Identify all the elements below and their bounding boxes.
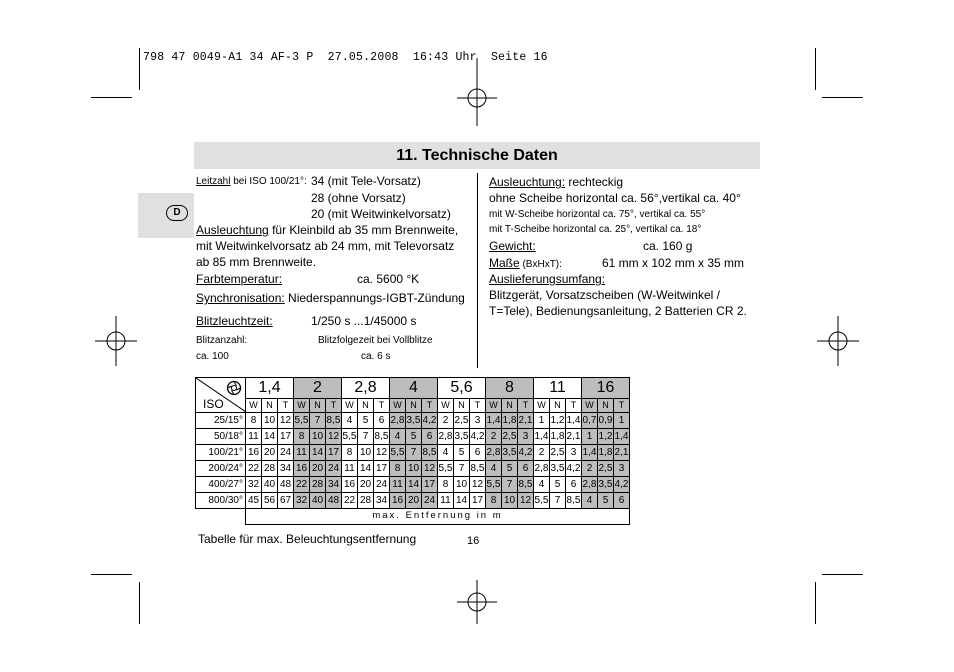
distance-cell: 7 <box>310 413 326 429</box>
distance-cell: 24 <box>278 445 294 461</box>
distance-cell: 4 <box>438 445 454 461</box>
gewicht-value: ca. 160 g <box>643 239 693 253</box>
distance-cell: 11 <box>246 429 262 445</box>
distance-cell: 5 <box>358 413 374 429</box>
ausleuchtung-right: Ausleuchtung: rechteckig <box>489 175 624 189</box>
distance-cell: 16 <box>246 445 262 461</box>
distance-cell: 34 <box>326 477 342 493</box>
distance-cell: 7 <box>502 477 518 493</box>
reflector-position-header: W <box>534 399 550 413</box>
blitzleuchtzeit-value: 1/250 s ...1/45000 s <box>311 314 417 328</box>
farbtemperatur-value: ca. 5600 °K <box>357 272 420 286</box>
distance-cell: 5,5 <box>486 477 502 493</box>
distance-cell: 11 <box>294 445 310 461</box>
print-header: 798 47 0049-A1 34 AF-3 P 27.05.2008 16:43 Uhr Seite 16 <box>143 51 548 64</box>
distance-cell: 10 <box>310 429 326 445</box>
gewicht-label: Gewicht: <box>489 239 536 253</box>
reflector-position-header: N <box>262 399 278 413</box>
iso-cell: 200/24° <box>196 461 246 477</box>
blank-cell <box>196 509 246 525</box>
distance-cell: 17 <box>278 429 294 445</box>
distance-cell: 2,5 <box>550 445 566 461</box>
distance-cell: 12 <box>422 461 438 477</box>
aperture-header: 16 <box>582 378 630 399</box>
distance-cell: 2 <box>582 461 598 477</box>
distance-cell: 1,4 <box>486 413 502 429</box>
distance-cell: 16 <box>294 461 310 477</box>
lieferumfang-text-1: Blitzgerät, Vorsatzscheiben (W-Weitwinkel / <box>489 288 720 302</box>
distance-cell: 1,2 <box>598 429 614 445</box>
flash-distance-table <box>195 377 630 525</box>
reflector-position-header: W <box>246 399 262 413</box>
distance-cell: 2,1 <box>518 413 534 429</box>
distance-cell: 4 <box>342 413 358 429</box>
table-row <box>196 461 630 477</box>
blitzanzahl-label: Blitzanzahl: <box>196 335 248 346</box>
registration-mark-icon <box>457 580 497 624</box>
reflector-position-header: T <box>518 399 534 413</box>
reflector-position-header: T <box>374 399 390 413</box>
crop-mark <box>91 574 132 575</box>
registration-mark-icon <box>817 316 859 366</box>
distance-cell: 1,8 <box>502 413 518 429</box>
distance-cell: 3,5 <box>406 413 422 429</box>
distance-cell: 7 <box>550 493 566 509</box>
distance-cell: 5,5 <box>438 461 454 477</box>
distance-cell: 1,4 <box>614 429 630 445</box>
distance-cell: 3,5 <box>598 477 614 493</box>
distance-cell: 0,9 <box>598 413 614 429</box>
distance-cell: 2,8 <box>438 429 454 445</box>
reflector-position-header: N <box>454 399 470 413</box>
ausleuchtung-w-scheibe: mit W-Scheibe horizontal ca. 75°, vertikal ca. 55° <box>489 209 706 220</box>
aperture-header: 5,6 <box>438 378 486 399</box>
registration-mark-icon <box>457 58 497 126</box>
reflector-position-header: W <box>582 399 598 413</box>
distance-cell: 12 <box>470 477 486 493</box>
distance-cell: 5,5 <box>390 445 406 461</box>
distance-cell: 2 <box>486 429 502 445</box>
distance-cell: 17 <box>374 461 390 477</box>
distance-cell: 12 <box>278 413 294 429</box>
distance-cell: 2,8 <box>486 445 502 461</box>
distance-cell: 22 <box>342 493 358 509</box>
distance-cell: 8 <box>390 461 406 477</box>
distance-cell: 8 <box>486 493 502 509</box>
leitzahl-label: Leitzahl bei ISO 100/21°: <box>196 176 307 187</box>
reflector-position-header: T <box>566 399 582 413</box>
distance-cell: 34 <box>278 461 294 477</box>
distance-cell: 56 <box>262 493 278 509</box>
distance-cell: 14 <box>262 429 278 445</box>
distance-cell: 2,8 <box>534 461 550 477</box>
ausleuchtung-ohne-scheibe: ohne Scheibe horizontal ca. 56°,vertikal ca. 40° <box>489 191 741 205</box>
distance-cell: 2,5 <box>502 429 518 445</box>
distance-cell: 4 <box>390 429 406 445</box>
aperture-icon <box>226 380 242 396</box>
iso-cell: 400/27° <box>196 477 246 493</box>
distance-cell: 4 <box>486 461 502 477</box>
distance-cell: 34 <box>374 493 390 509</box>
distance-cell: 16 <box>342 477 358 493</box>
distance-cell: 28 <box>358 493 374 509</box>
table-row <box>196 477 630 493</box>
distance-cell: 2,5 <box>598 461 614 477</box>
distance-cell: 2,1 <box>614 445 630 461</box>
reflector-position-header: W <box>486 399 502 413</box>
distance-cell: 14 <box>454 493 470 509</box>
registration-mark-icon <box>95 316 137 366</box>
distance-cell: 8 <box>438 477 454 493</box>
crop-mark <box>815 582 816 624</box>
blitzfolgezeit-value: ca. 6 s <box>361 351 391 362</box>
distance-cell: 24 <box>422 493 438 509</box>
synchronisation-text: Synchronisation: Niederspannungs-IGBT-Zündung <box>196 291 465 305</box>
distance-cell: 1 <box>614 413 630 429</box>
blitzleuchtzeit-label: Blitzleuchtzeit: <box>196 314 273 328</box>
distance-cell: 1,2 <box>550 413 566 429</box>
distance-cell: 2 <box>438 413 454 429</box>
lieferumfang-label: Auslieferungsumfang: <box>489 272 606 286</box>
distance-cell: 20 <box>358 477 374 493</box>
distance-cell: 28 <box>310 477 326 493</box>
distance-cell: 7 <box>454 461 470 477</box>
iso-cell: 800/30° <box>196 493 246 509</box>
distance-cell: 1,8 <box>550 429 566 445</box>
aperture-header: 2,8 <box>342 378 390 399</box>
leitzahl-value-2: 28 (ohne Vorsatz) <box>311 191 406 205</box>
distance-cell: 8,5 <box>566 493 582 509</box>
distance-cell: 14 <box>310 445 326 461</box>
distance-cell: 1,8 <box>598 445 614 461</box>
table-row <box>196 493 630 509</box>
blitzfolgezeit-label: Blitzfolgezeit bei Vollblitze <box>318 335 433 346</box>
lieferumfang-text-2: T=Tele), Bedienungsanleitung, 2 Batterien CR 2. <box>489 304 747 318</box>
crop-mark <box>822 574 863 575</box>
distance-cell: 1,4 <box>566 413 582 429</box>
distance-cell: 40 <box>262 477 278 493</box>
distance-cell: 8,5 <box>422 445 438 461</box>
distance-cell: 3,5 <box>454 429 470 445</box>
distance-cell: 4,2 <box>614 477 630 493</box>
table-row <box>196 413 630 429</box>
reflector-position-header: N <box>550 399 566 413</box>
distance-cell: 28 <box>262 461 278 477</box>
distance-cell: 5 <box>406 429 422 445</box>
distance-cell: 20 <box>310 461 326 477</box>
distance-cell: 3 <box>470 413 486 429</box>
distance-cell: 2 <box>534 445 550 461</box>
reflector-position-header: T <box>422 399 438 413</box>
aperture-header: 11 <box>534 378 582 399</box>
distance-cell: 2,5 <box>454 413 470 429</box>
aperture-header: 1,4 <box>246 378 294 399</box>
distance-cell: 12 <box>518 493 534 509</box>
reflector-position-header: W <box>438 399 454 413</box>
reflector-position-header: N <box>358 399 374 413</box>
distance-cell: 4,2 <box>518 445 534 461</box>
distance-cell: 11 <box>438 493 454 509</box>
distance-cell: 8,5 <box>374 429 390 445</box>
distance-cell: 20 <box>406 493 422 509</box>
reflector-position-header: W <box>390 399 406 413</box>
distance-cell: 4 <box>582 493 598 509</box>
distance-cell: 5,5 <box>342 429 358 445</box>
iso-label: ISO <box>203 397 224 411</box>
distance-cell: 4 <box>534 477 550 493</box>
distance-cell: 6 <box>518 461 534 477</box>
reflector-position-header: N <box>310 399 326 413</box>
leitzahl-value-1: 34 (mit Tele-Vorsatz) <box>311 174 421 188</box>
ausleuchtung-text: Ausleuchtung für Kleinbild ab 35 mm Brennweite, <box>196 223 459 237</box>
distance-cell: 6 <box>566 477 582 493</box>
distance-cell: 17 <box>470 493 486 509</box>
crop-mark <box>822 97 863 98</box>
distance-cell: 14 <box>406 477 422 493</box>
reflector-position-header: T <box>614 399 630 413</box>
distance-cell: 17 <box>422 477 438 493</box>
aperture-header: 4 <box>390 378 438 399</box>
table-footer: max. Entfernung in m <box>246 509 630 525</box>
iso-header <box>196 378 246 413</box>
ausleuchtung-t-scheibe: mit T-Scheibe horizontal ca. 25°, vertikal ca. 18° <box>489 224 702 235</box>
reflector-position-header: T <box>326 399 342 413</box>
distance-cell: 40 <box>310 493 326 509</box>
reflector-position-header: N <box>598 399 614 413</box>
page-title: 11. Technische Daten <box>396 147 558 164</box>
distance-cell: 11 <box>390 477 406 493</box>
distance-cell: 6 <box>470 445 486 461</box>
distance-cell: 0,7 <box>582 413 598 429</box>
aperture-header: 8 <box>486 378 534 399</box>
distance-cell: 2,1 <box>566 429 582 445</box>
distance-cell: 3,5 <box>502 445 518 461</box>
blitzanzahl-value: ca. 100 <box>196 351 229 362</box>
distance-cell: 7 <box>406 445 422 461</box>
masse-value: 61 mm x 102 mm x 35 mm <box>602 256 745 270</box>
table-caption: Tabelle für max. Beleuchtungsentfernung <box>198 532 417 546</box>
distance-cell: 4,2 <box>422 413 438 429</box>
distance-cell: 5 <box>502 461 518 477</box>
distance-cell: 3 <box>518 429 534 445</box>
distance-cell: 8 <box>246 413 262 429</box>
crop-mark <box>139 582 140 624</box>
distance-cell: 7 <box>358 429 374 445</box>
aperture-header: 2 <box>294 378 342 399</box>
distance-cell: 5 <box>454 445 470 461</box>
ausleuchtung-text-2: mit Weitwinkelvorsatz ab 24 mm, mit Televorsatz <box>196 239 455 253</box>
page-number: 16 <box>467 535 480 547</box>
distance-cell: 1,4 <box>582 445 598 461</box>
crop-mark <box>815 48 816 90</box>
distance-cell: 5 <box>598 493 614 509</box>
iso-cell: 50/18° <box>196 429 246 445</box>
distance-cell: 12 <box>374 445 390 461</box>
distance-cell: 10 <box>262 413 278 429</box>
distance-cell: 45 <box>246 493 262 509</box>
distance-cell: 48 <box>278 477 294 493</box>
distance-cell: 5,5 <box>534 493 550 509</box>
distance-cell: 24 <box>374 477 390 493</box>
reflector-position-header: T <box>278 399 294 413</box>
distance-cell: 16 <box>390 493 406 509</box>
distance-cell: 4,2 <box>566 461 582 477</box>
distance-cell: 5,5 <box>294 413 310 429</box>
distance-cell: 8,5 <box>326 413 342 429</box>
distance-cell: 24 <box>326 461 342 477</box>
distance-cell: 12 <box>326 429 342 445</box>
ausleuchtung-text-3: ab 85 mm Brennweite. <box>196 255 317 269</box>
distance-cell: 10 <box>454 477 470 493</box>
distance-cell: 11 <box>342 461 358 477</box>
distance-cell: 5 <box>550 477 566 493</box>
distance-cell: 48 <box>326 493 342 509</box>
distance-cell: 1,4 <box>534 429 550 445</box>
table-row <box>196 429 630 445</box>
crop-mark <box>139 48 140 90</box>
distance-cell: 6 <box>614 493 630 509</box>
distance-cell: 17 <box>326 445 342 461</box>
reflector-position-header: W <box>294 399 310 413</box>
distance-cell: 32 <box>246 477 262 493</box>
distance-cell: 1 <box>582 429 598 445</box>
distance-cell: 8 <box>294 429 310 445</box>
distance-cell: 1 <box>534 413 550 429</box>
reflector-position-header: N <box>502 399 518 413</box>
distance-cell: 2,8 <box>582 477 598 493</box>
reflector-position-header: N <box>406 399 422 413</box>
distance-cell: 8 <box>342 445 358 461</box>
distance-cell: 10 <box>502 493 518 509</box>
distance-cell: 3 <box>614 461 630 477</box>
crop-mark <box>91 97 132 98</box>
reflector-position-header: W <box>342 399 358 413</box>
leitzahl-value-3: 20 (mit Weitwinkelvorsatz) <box>311 207 451 221</box>
distance-cell: 3 <box>566 445 582 461</box>
distance-cell: 3,5 <box>550 461 566 477</box>
distance-cell: 4,2 <box>470 429 486 445</box>
iso-cell: 25/15° <box>196 413 246 429</box>
distance-cell: 67 <box>278 493 294 509</box>
distance-cell: 8,5 <box>470 461 486 477</box>
distance-cell: 10 <box>358 445 374 461</box>
distance-cell: 22 <box>246 461 262 477</box>
distance-cell: 22 <box>294 477 310 493</box>
distance-cell: 10 <box>406 461 422 477</box>
distance-cell: 6 <box>422 429 438 445</box>
distance-cell: 2,8 <box>390 413 406 429</box>
distance-cell: 6 <box>374 413 390 429</box>
farbtemperatur-label: Farbtemperatur: <box>196 272 283 286</box>
distance-cell: 8,5 <box>518 477 534 493</box>
language-tab-label: D <box>166 205 188 221</box>
masse-label: Maße (BxHxT): <box>489 256 562 270</box>
iso-cell: 100/21° <box>196 445 246 461</box>
distance-cell: 14 <box>358 461 374 477</box>
table-row <box>196 445 630 461</box>
distance-cell: 20 <box>262 445 278 461</box>
column-divider <box>477 173 478 368</box>
distance-cell: 32 <box>294 493 310 509</box>
reflector-position-header: T <box>470 399 486 413</box>
